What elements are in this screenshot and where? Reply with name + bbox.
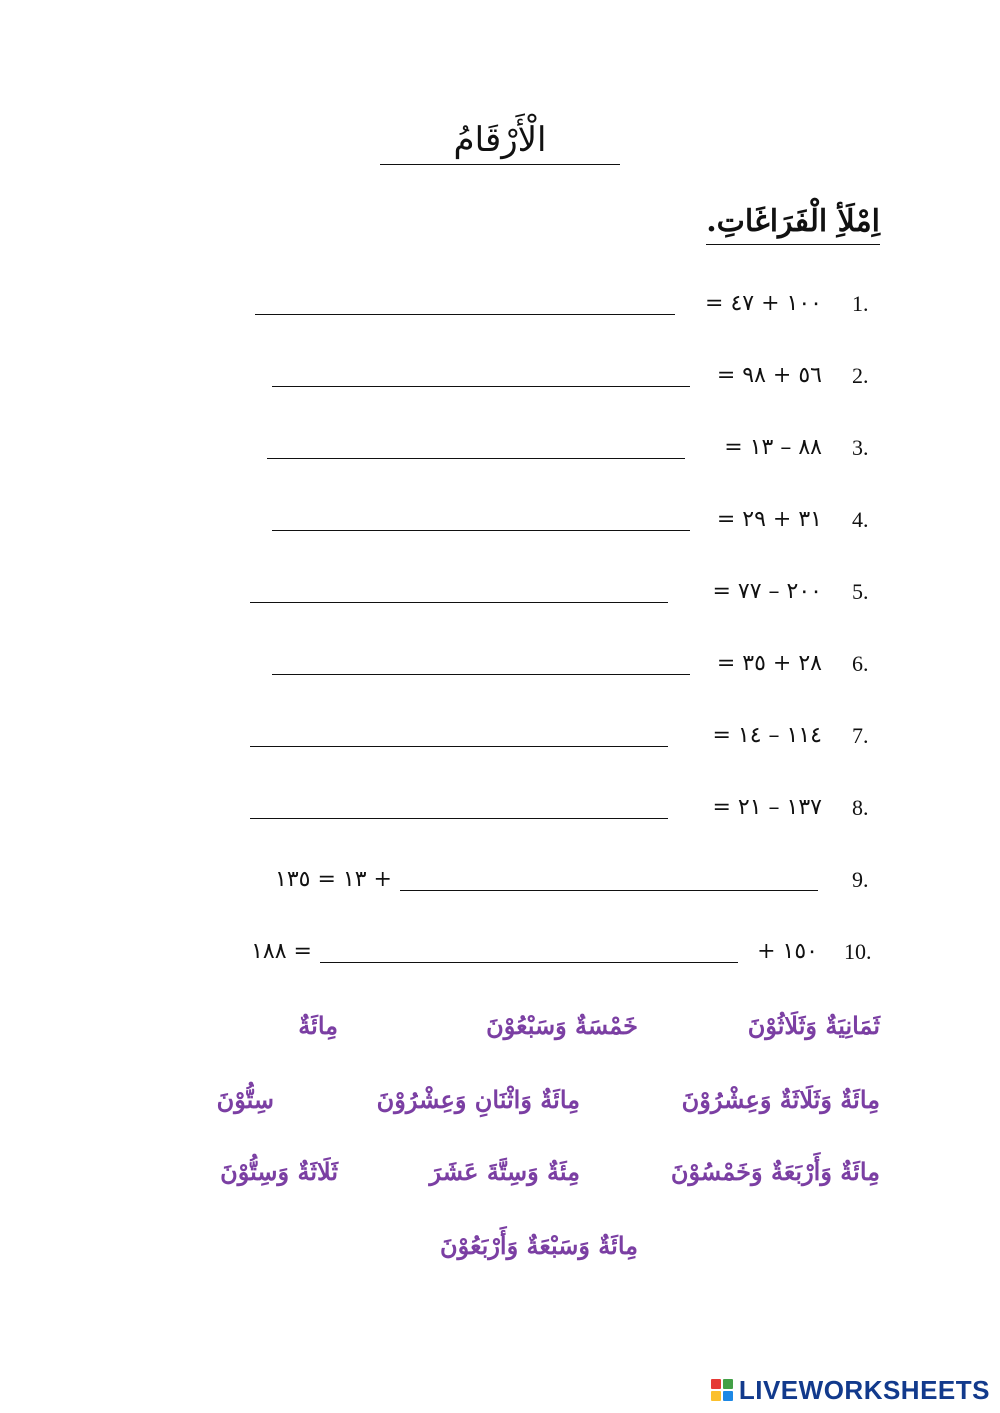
question-expression-right: = ١٨٨ <box>251 939 312 964</box>
word-bank-item[interactable]: خَمْسَةٌ وَسَبْعُوْنَ <box>486 1011 638 1040</box>
word-bank-item[interactable]: مِائَةٌ وَأَرْبَعَةٌ وَخَمْسُوْنَ <box>670 1157 880 1186</box>
question-number: 10. <box>844 939 872 964</box>
question-number: 9. <box>852 867 869 892</box>
instruction: اِمْلَأِ الْفَرَاغَاتِ. <box>706 200 880 245</box>
question-expression: ٣١ + ٢٩ = <box>716 507 822 532</box>
liveworksheets-brand <box>711 1377 990 1403</box>
answer-blank[interactable] <box>320 962 738 963</box>
question-number: 6. <box>852 651 869 676</box>
question-number: 7. <box>852 723 869 748</box>
word-bank-item[interactable]: مِائَةٌ وَثَلَاثَةٌ وَعِشْرُوْنَ <box>681 1085 880 1114</box>
question-number: 2. <box>852 363 869 388</box>
question-expression-left: ١٥٠ + <box>757 939 818 964</box>
answer-blank[interactable] <box>272 386 690 387</box>
question-expression: ٢٨ + ٣٥ = <box>716 651 822 676</box>
question-number: 3. <box>852 435 869 460</box>
answer-blank[interactable] <box>400 890 818 891</box>
question-expression: ١١٤ – ١٤ = <box>712 723 822 748</box>
word-bank-item[interactable]: ثَلَاثَةٌ وَسِتُّوْنَ <box>220 1157 338 1186</box>
word-bank-item[interactable]: مِئَةٌ وَسِتَّةَ عَشَرَ <box>429 1157 580 1186</box>
question-expression: ٥٦ + ٩٨ = <box>716 363 822 388</box>
answer-blank[interactable] <box>272 530 690 531</box>
word-bank-item[interactable]: سِتُّوْنَ <box>216 1085 274 1114</box>
answer-blank[interactable] <box>250 602 668 603</box>
answer-blank[interactable] <box>250 818 668 819</box>
brand-text: LIVEWORKSHEETS <box>738 1375 990 1405</box>
question-expression: ١٠٠ + ٤٧ = <box>705 291 822 316</box>
question-number: 5. <box>852 579 869 604</box>
answer-blank[interactable] <box>250 746 668 747</box>
word-bank-item[interactable]: مِائَةٌ وَسَبْعَةٌ وَأَرْبَعُوْنَ <box>440 1231 638 1260</box>
answer-blank[interactable] <box>255 314 675 315</box>
answer-blank[interactable] <box>267 458 685 459</box>
question-expression: + ١٣ = ١٣٥ <box>275 867 392 892</box>
liveworksheets-logo-icon <box>711 1379 733 1401</box>
question-expression: ٨٨ – ١٣ = <box>724 435 822 460</box>
question-number: 1. <box>852 291 869 316</box>
question-expression: ٢٠٠ – ٧٧ = <box>712 579 822 604</box>
question-number: 8. <box>852 795 869 820</box>
answer-blank[interactable] <box>272 674 690 675</box>
question-expression: ١٣٧ – ٢١ = <box>712 795 822 820</box>
question-number: 4. <box>852 507 869 532</box>
word-bank-item[interactable]: مِائَةٌ وَاثْنَانِ وَعِشْرُوْنَ <box>376 1085 580 1114</box>
worksheet-title: الْأَرْقَامُ <box>380 118 620 165</box>
word-bank-item[interactable]: مِائَةٌ <box>298 1011 338 1040</box>
word-bank-item[interactable]: ثَمَانِيَةٌ وَثَلَاثُوْنَ <box>747 1011 880 1040</box>
